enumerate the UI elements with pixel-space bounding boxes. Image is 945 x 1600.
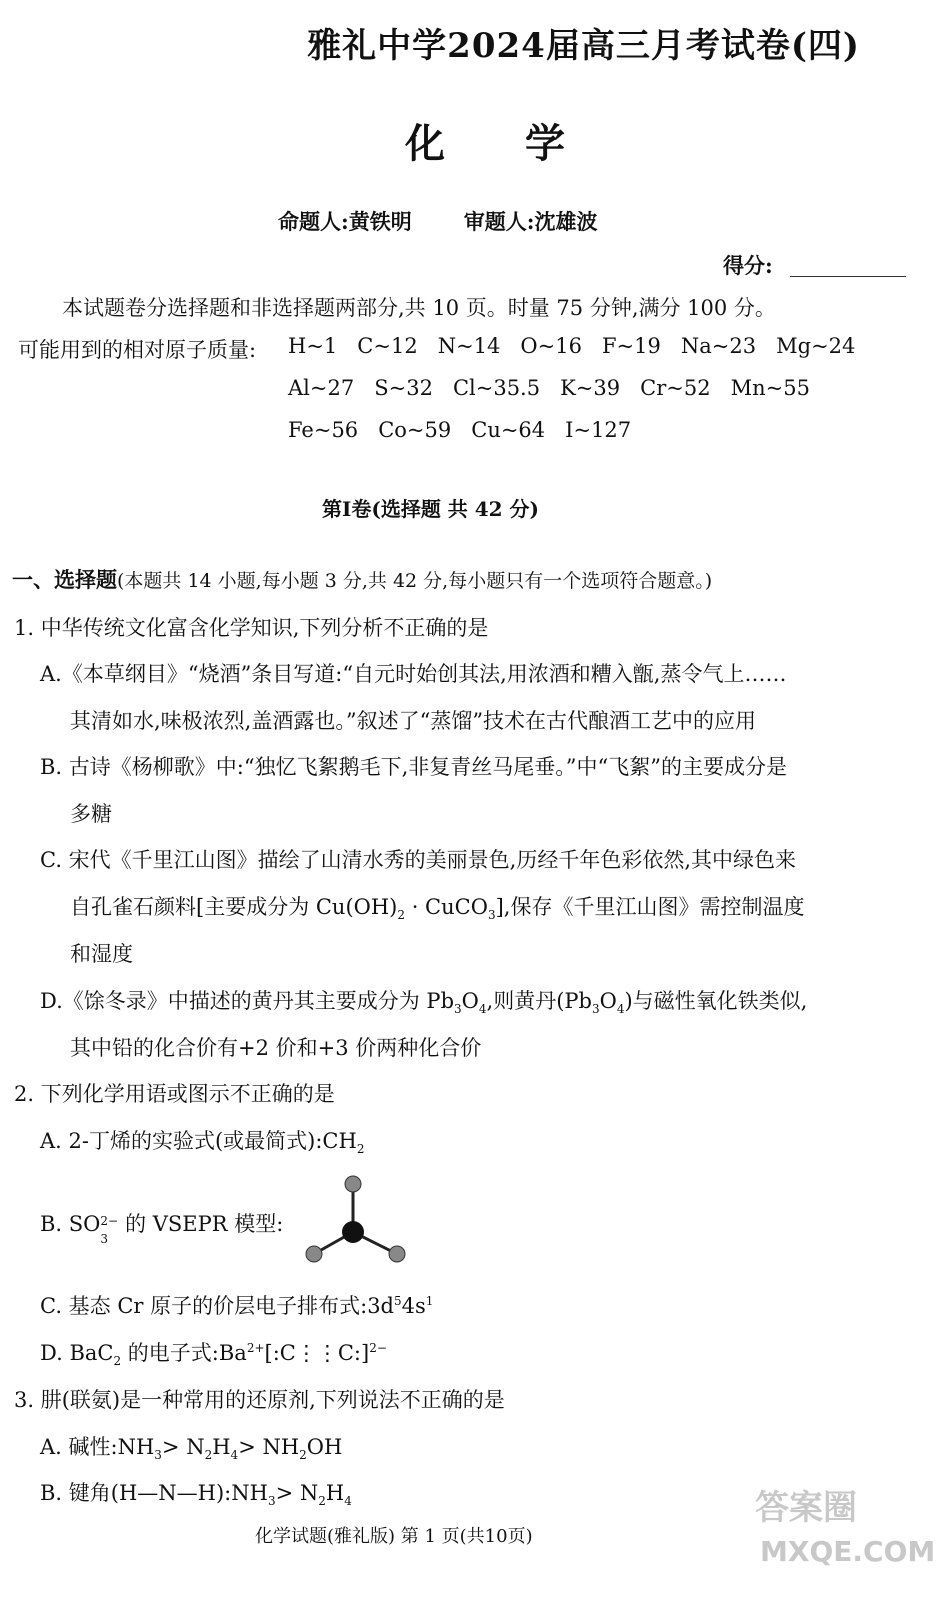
q1-c-text-a: 自孔雀石颜料[主要成分为 Cu(OH): [70, 895, 398, 919]
q2-a-text: A. 2-丁烯的实验式(或最简式):CH: [40, 1129, 357, 1153]
q1-c-text-c: ],保存《千里江山图》需控制温度: [495, 895, 805, 919]
atomic-mass-label: 可能用到的相对原子质量:: [18, 338, 257, 362]
q3-option-b: [40, 1477, 352, 1508]
q3-b-text-c: H: [325, 1481, 345, 1505]
q2-option-d: [40, 1337, 387, 1368]
atomic-masses-row1: H~1 C~12 N~14 O~16 F~19 Na~23 Mg~24: [288, 334, 856, 358]
subscript: 2: [397, 908, 406, 923]
q2-b-text-a: B. SO: [40, 1212, 101, 1236]
q3-stem: 3. 肼(联氨)是一种常用的还原剂,下列说法不正确的是: [14, 1388, 505, 1412]
q1-d-text-c: ,则黄丹(Pb: [486, 989, 592, 1013]
q1-option-c-line2: [70, 891, 804, 922]
q1-option-d-line1: [40, 985, 807, 1016]
q3-a-text-b: > N: [161, 1435, 205, 1459]
subscript: 2: [299, 1448, 307, 1463]
q2-d-text-a: D. BaC: [40, 1341, 114, 1365]
q2-stem: 2. 下列化学用语或图示不正确的是: [14, 1082, 335, 1106]
q1-option-d-line2: 其中铅的化合价有+2 价和+3 价两种化合价: [70, 1036, 482, 1060]
vsepr-model-diagram: [300, 1172, 415, 1272]
q2-c-text-b: 4s: [401, 1294, 426, 1318]
page-footer: 化学试题(雅礼版) 第 1 页(共10页): [255, 1526, 533, 1547]
q3-a-text-a: A. 碱性:NH: [40, 1435, 155, 1459]
subscript: 3: [487, 908, 496, 923]
q2-b-text-b: 的 VSEPR 模型:: [118, 1212, 284, 1236]
watermark-url: MXQE.COM: [760, 1535, 936, 1568]
part-heading: 第Ⅰ卷(选择题 共 42 分): [322, 497, 540, 521]
subscript: 4: [230, 1448, 239, 1463]
q1-d-text-e: )与磁性氧化铁类似,: [624, 989, 808, 1013]
q3-option-a: [40, 1431, 342, 1462]
subscript: 4: [344, 1494, 352, 1509]
q2-d-text-c: [:C⋮⋮C:]: [264, 1341, 370, 1365]
q3-b-text-a: B. 键角(H—N—H):NH: [40, 1481, 268, 1505]
q1-option-c-line3: 和湿度: [70, 942, 133, 966]
subscript: 4: [616, 1002, 625, 1017]
q3-a-text-c: H: [212, 1435, 231, 1459]
subscript: 3: [100, 1232, 109, 1246]
q2-option-c: [40, 1290, 433, 1320]
q2-option-b: [40, 1208, 284, 1246]
subscript: 3: [454, 1002, 462, 1017]
score-label: 得分:: [723, 253, 773, 278]
q3-a-text-d: > NH: [238, 1435, 300, 1459]
setter: 命题人:黄铁明: [278, 209, 412, 234]
q1-stem: 1. 中华传统文化富含化学知识,下列分析不正确的是: [14, 616, 489, 640]
q2-option-a: [40, 1125, 364, 1156]
subscript: 3: [591, 1002, 600, 1017]
q1-option-c-line1: C. 宋代《千里江山图》描绘了山清水秀的美丽景色,历经千年色彩依然,其中绿色来: [40, 848, 797, 872]
atomic-masses-row3: Fe~56 Co~59 Cu~64 I~127: [288, 418, 632, 442]
subscript: 4: [478, 1002, 487, 1017]
exam-title: 雅礼中学2024届高三月考试卷(四): [307, 26, 860, 66]
q2-d-text-b: 的电子式:Ba: [121, 1341, 247, 1365]
subscript: 2: [113, 1354, 122, 1369]
subscript: 2: [356, 1142, 365, 1157]
q1-option-b-line1: B. 古诗《杨柳歌》中:“独忆飞絮鹅毛下,非复青丝马尾垂。”中“飞絮”的主要成分是: [40, 755, 787, 779]
atomic-masses-row2: Al~27 S~32 Cl~35.5 K~39 Cr~52 Mn~55: [288, 376, 810, 400]
section-note: (本题共 14 小题,每小题 3 分,共 42 分,每小题只有一个选项符合题意。): [117, 570, 713, 592]
q1-d-text-a: D.《馀冬录》中描述的黄丹其主要成分为 Pb: [40, 989, 455, 1013]
q1-option-a-line1: A.《本草纲目》“烧酒”条目写道:“自元时始创其法,用浓酒和糟入甑,蒸令气上……: [40, 662, 787, 686]
section-heading: [12, 564, 712, 594]
intro-line: 本试题卷分选择题和非选择题两部分,共 10 页。时量 75 分钟,满分 100 分。: [62, 296, 776, 320]
q2-c-text-a: C. 基态 Cr 原子的价层电子排布式:3d: [40, 1294, 395, 1318]
q3-b-text-b: > N: [275, 1481, 319, 1505]
superscript: 2+: [246, 1341, 265, 1355]
subscript: 2: [204, 1448, 213, 1463]
superscript: 2−: [369, 1341, 387, 1355]
subject-title: 化学: [405, 120, 645, 167]
section-title: 一、选择题: [12, 567, 117, 592]
subscript: 3: [267, 1494, 276, 1509]
superscript: 2−: [100, 1214, 119, 1228]
q1-option-a-line2: 其清如水,味极浓烈,盖酒露也。”叙述了“蒸馏”技术在古代酿酒工艺中的应用: [70, 709, 757, 733]
q1-d-text-b: O: [461, 989, 479, 1013]
reviewer: 审题人:沈雄波: [463, 209, 598, 234]
score-blank[interactable]: [790, 276, 906, 277]
subscript: 2: [318, 1494, 326, 1509]
q1-c-text-b: · CuCO: [405, 895, 488, 919]
q3-a-text-e: OH: [306, 1435, 343, 1459]
authors: [278, 206, 598, 236]
superscript: 5: [394, 1294, 402, 1308]
superscript: 1: [425, 1294, 434, 1308]
watermark-logo: 答案圈: [755, 1488, 857, 1528]
q1-option-b-line2: 多糖: [70, 802, 112, 826]
q1-d-text-d: O: [599, 989, 617, 1013]
subscript: 3: [154, 1448, 162, 1463]
